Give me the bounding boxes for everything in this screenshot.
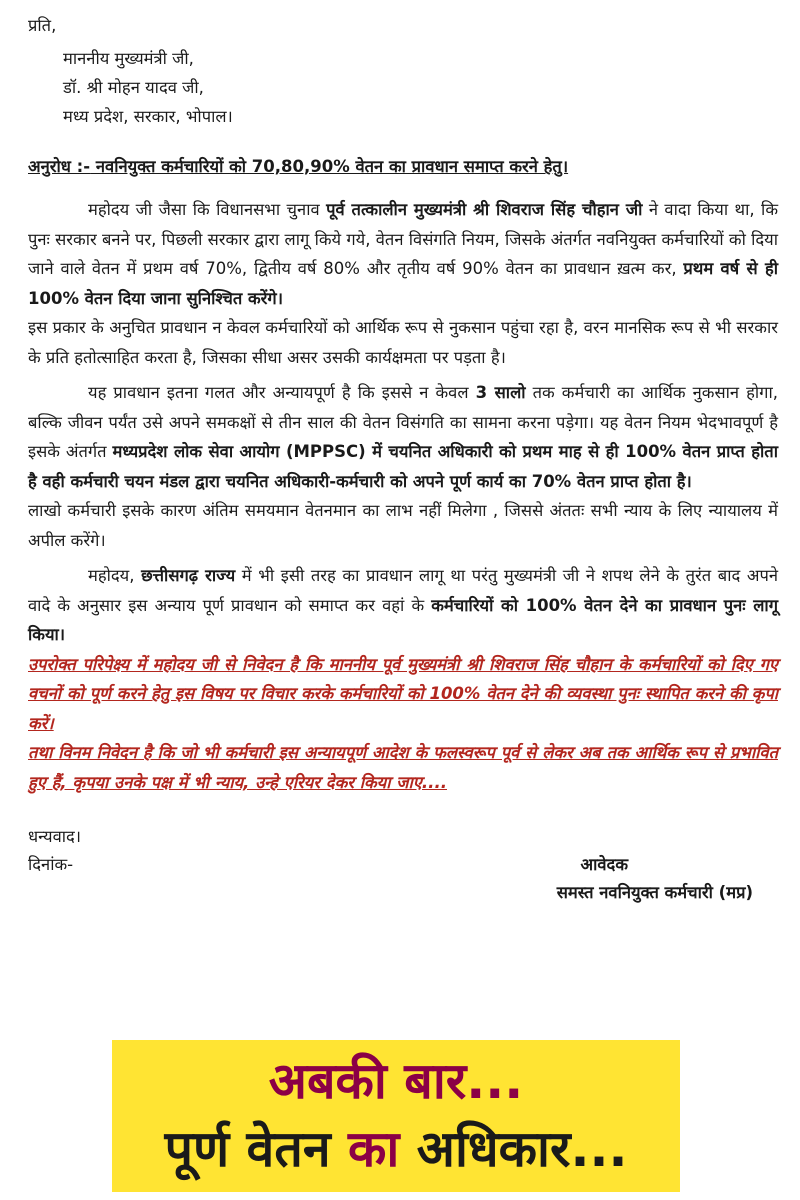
request-paragraph-arrears: तथा विनम निवेदन है कि जो भी कर्मचारी इस अन्यायपूर्ण आदेश के फलस्वरूप पूर्व से लेकर अब तक आर्थिक रूप से प्रभावित हुए हैं, कृपया उनके पक्ष में भी न्याय, उन्हे एरियर देकर किया जाए....: [28, 743, 778, 792]
address-line: मध्य प्रदेश, सरकार, भोपाल।: [63, 107, 233, 126]
paragraph-text: महोदय जी जैसा कि विधानसभा चुनाव: [88, 200, 327, 219]
signature-block: [28, 879, 778, 907]
paragraph-text: महोदय,: [88, 566, 142, 585]
address-line: डॉ. श्री मोहन यादव जी,: [63, 78, 204, 97]
paragraph-text: यह प्रावधान इतना गलत और अन्यायपूर्ण है कि इससे न केवल: [88, 383, 476, 402]
slogan-word: अधिकार...: [416, 1120, 628, 1178]
letter-body: [28, 12, 778, 907]
address-line: माननीय मुख्यमंत्री जी,: [63, 49, 194, 68]
paragraph-bold-text: प्रथम वर्ष से ही 100% वेतन दिया जाना सुनिश्चित करेंगे।: [28, 259, 778, 308]
paragraph-2: इस प्रकार के अनुचित प्रावधान न केवल कर्मचारियों को आर्थिक रूप से नुकसान पहुंचा रहा है, वरन मानसिक रूप से भी सरकार के प्रति हतोत्साहित करता है, जिसका सीधा असर उसकी कार्यक्षमता पर पड़ता है।: [28, 318, 778, 367]
paragraph-bold-text: 3 सालो: [475, 383, 526, 402]
applicant-label: आवेदक: [580, 855, 628, 874]
paragraph-bold-text: पूर्व तत्कालीन मुख्यमंत्री श्री शिवराज सिंह चौहान जी: [326, 200, 643, 219]
thanks-text: धन्यवाद।: [28, 827, 82, 846]
paragraph-bold-text: छत्तीसगढ़ राज्य: [141, 566, 236, 585]
paragraph-text: ने वादा किया था, कि पुनः सरकार बनने पर, पिछली सरकार द्वारा लागू किये गये, वेतन विसंगति नियम, जिसके अंतर्गत नवनियुक्त कर्मचारियों को दिया जाने वाले वेतन में प्रथम वर्ष 70%, द्वितीय वर्ष 80% और तृतीय वर्ष 90% वेतन का प्रावधान ख़त्म कर,: [28, 200, 778, 278]
recipient-address: [28, 44, 778, 131]
slogan-line-1: अबकी बार...: [268, 1052, 524, 1110]
date-applicant-row: [28, 851, 778, 879]
paragraph-text: तक कर्मचारी का आर्थिक नुकसान होगा, बल्कि जीवन पर्यंत उसे अपने समकक्षों से तीन साल की वेतन विसंगति का सामना करना पड़ेगा। यह वेतन नियम भेदभावपूर्ण है इसके अंतर्गत: [28, 383, 778, 461]
paragraph-text: में भी इसी तरह का प्रावधान लागू था परंतु मुख्यमंत्री जी ने शपथ लेने के तुरंत बाद अपने वादे के अनुसार इस अन्याय पूर्ण प्रावधान को समाप्त कर वहां के: [28, 566, 779, 615]
request-paragraph: उपरोक्त परिपेक्ष्य में महोदय जी से निवेदन है कि माननीय पूर्व मुख्यमंत्री श्री शिवराज सिंह चौहान के कर्मचारियों को दिए गए वचनों को पूर्ण करने हेतु इस विषय पर विचार करके कर्मचारियों को 100% वेतन देने की व्यवस्था पुनः स्थापित करने की कृपा करें।: [28, 654, 778, 733]
subject-text: नवनियुक्त कर्मचारियों को 70,80,90% वेतन का प्रावधान समाप्त करने हेतु।: [90, 157, 569, 176]
subject-line: [28, 153, 778, 181]
paragraph-1: [28, 195, 778, 313]
salutation-prati: प्रति,: [28, 16, 57, 35]
paragraph-5: [28, 561, 778, 650]
paragraph-bold-text: कर्मचारियों को 100% वेतन देने का प्रावधान पुनः लागू किया।: [28, 595, 778, 644]
subject-label: अनुरोध :-: [28, 157, 91, 176]
date-label: दिनांक-: [28, 855, 74, 874]
slogan-word: का: [347, 1120, 417, 1178]
closing: [28, 823, 778, 907]
paragraph-bold-text: मध्यप्रदेश लोक सेवा आयोग (MPPSC) में चयनित अधिकारी को प्रथम माह से ही 100% वेतन प्राप्त होता है वही कर्मचारी चयन मंडल द्वारा चयनित अधिकारी-कर्मचारी को अपने पूर्ण कार्य का 70% वेतन प्राप्त होता है।: [28, 442, 778, 491]
paragraph-3: [28, 378, 778, 496]
slogan-banner: [112, 1040, 680, 1192]
slogan-line-2: [165, 1114, 628, 1184]
applicant-org: समस्त नवनियुक्त कर्मचारी (मप्र): [556, 883, 753, 902]
paragraph-4: लाखो कर्मचारी इसके कारण अंतिम समयमान वेतनमान का लाभ नहीं मिलेगा , जिससे अंततः सभी न्याय के लिए न्यायालय में अपील करेंगे।: [28, 501, 778, 550]
slogan-word: पूर्ण वेतन: [164, 1120, 348, 1178]
